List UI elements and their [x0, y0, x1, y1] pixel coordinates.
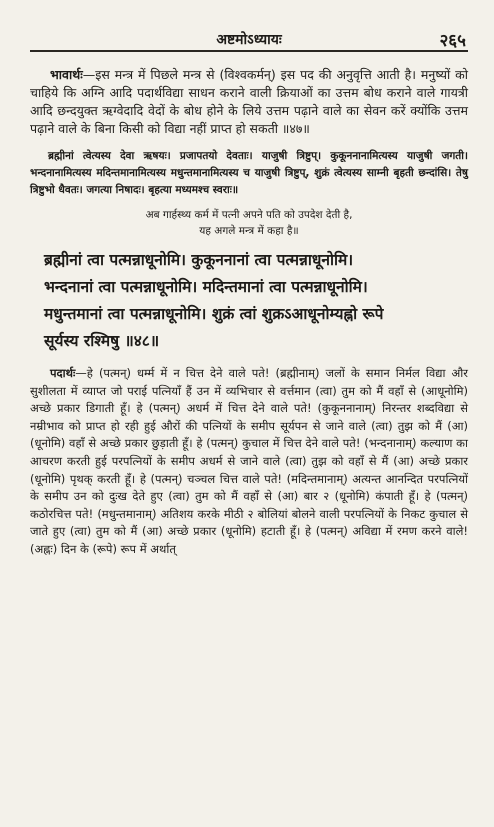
chapter-title: अष्टमोऽध्यायः [216, 32, 282, 48]
bhavartha-label: भावार्थः [50, 67, 83, 82]
page-number: २६५ [439, 31, 466, 51]
header-rule [30, 50, 468, 52]
rishi-devata-line: ब्रह्मीनां त्वेत्यस्य देवा ऋषयः। प्रजापतयो देवताः। याजुषी त्रिष्टुप्। कुकूननानामित्यस्य याजुषी जगती। भन्दनानामित्यस्य मदिन्तमानामित्यस्य मधुन्तमानामित्यस्य च याजुषी त्रिष्टुप्, शुक्रं त्वेत्यस्य साम्नी बृहती छन्दांसि। तेषु त्रिष्टुभो धैवतः। जगत्या निषादः। बृहत्या मध्यमश्च स्वराः॥ [30, 150, 468, 196]
padartha-label: पदार्थः [50, 366, 76, 380]
page-header [30, 0, 468, 52]
mantra-line-1: ब्रह्मीनां त्वा पत्मन्नाधूनोमि। कुकूननानां त्वा पत्मन्नाधूनोमि। [44, 251, 354, 269]
intro-note-line-1: अब गार्हस्थ्य कर्म में पत्नी अपने पति को उपदेश देती है, [145, 209, 353, 221]
mantra-line-2: भन्दनानां त्वा पत्मन्नाधूनोमि। मदिन्तमानां त्वा पत्मन्नाधूनोमि। [44, 278, 368, 296]
padartha-paragraph [30, 365, 468, 559]
mantra-line-4: सूर्यस्य रश्मिषु ॥४८॥ [44, 332, 160, 350]
intro-note-line-2: यह अगले मन्त्र में कहा है॥ [199, 225, 299, 237]
mantra-line-3: मधुन्तमानां त्वा पत्मन्नाधूनोमि। शुक्रं त्वां शुक्रऽआधूनोम्यह्नो रूपे [44, 305, 384, 323]
intro-note [30, 207, 468, 239]
mantra-block [30, 247, 468, 355]
padartha-text: —हे (पत्मन्) धर्म्म में न चित्त देने वाले पते! (ब्रह्मीनाम्) जलों के समान निर्मल विद्या और सुशीलता में व्याप्त जो पराई पत्नियाँ हैं उन में व्यभिचार से वर्त्तमान (त्वा) तुम को मैं वहाँ से (आधूनोमि) अच्छे प्रकार डिगाती हूँ। हे (पत्मन्) अधर्म में चित्त देने वाले पते! (कुकूननानाम्) निरन्तर शब्दविद्या से नम्रीभाव को प्राप्त हो रही हुई औरों की पत्नियों के समीप सूर्यपन से जाने वाले (त्वा) तुझ को मैं (आ) (धूनोमि) वहाँ से अच्छे प्रकार छुड़ाती हूँ। हे (पत्मन्) कुचाल में चित्त देने वाले पते! (भन्दनानाम्) कल्याण का आचरण करती हुई परपत्नियों के समीप अधर्म से जाने वाले (त्वा) तुझ को वहाँ से मैं (आ) अच्छे प्रकार (धूनोमि) पृथक् करती हूँ। हे (पत्मन्) चञ्चल चित्त वाले पते! (मदिन्तमानाम्) अत्यन्त आनन्दित परपत्नियों के समीप उन को दुःख देते हुए (त्वा) तुम को मैं वहाँ से (आ) बार २ (धूनोमि) कंपाती हूँ। हे (पत्मन्) कठोरचित्त पते! (मधुन्तमानाम्) अतिशय करके मीठी २ बोलियां बोलने वाली परपत्नियों के निकट कुचाल से जाते हुए (त्वा) तुम को मैं (आ) अच्छे प्रकार (धूनोमि) हटाती हूँ। हे (पत्मन्) अविद्या में रमण करने वाले! (अह्नः) दिन के (रूपे) रूप में अर्थात् [30, 366, 468, 556]
bhavartha-paragraph [30, 66, 468, 138]
bhavartha-text: —इस मन्त्र में पिछले मन्त्र से (विश्वकर्मन्) इस पद की अनुवृत्ति आती है। मनुष्यों को चाहिये कि अग्नि आदि पदार्थविद्या साधन कराने वाली क्रियाओं का उत्तम बोध कराने वाले गायत्री आदि छन्दयुक्त ऋग्वेदादि वेदों के बोध होने के लिये उत्तम पढ़ाने वाले का सेवन करें क्योंकि उत्तम पढ़ाने वाले के बिना किसी को विद्या नहीं प्राप्त हो सकती ॥४७॥ [30, 67, 468, 136]
